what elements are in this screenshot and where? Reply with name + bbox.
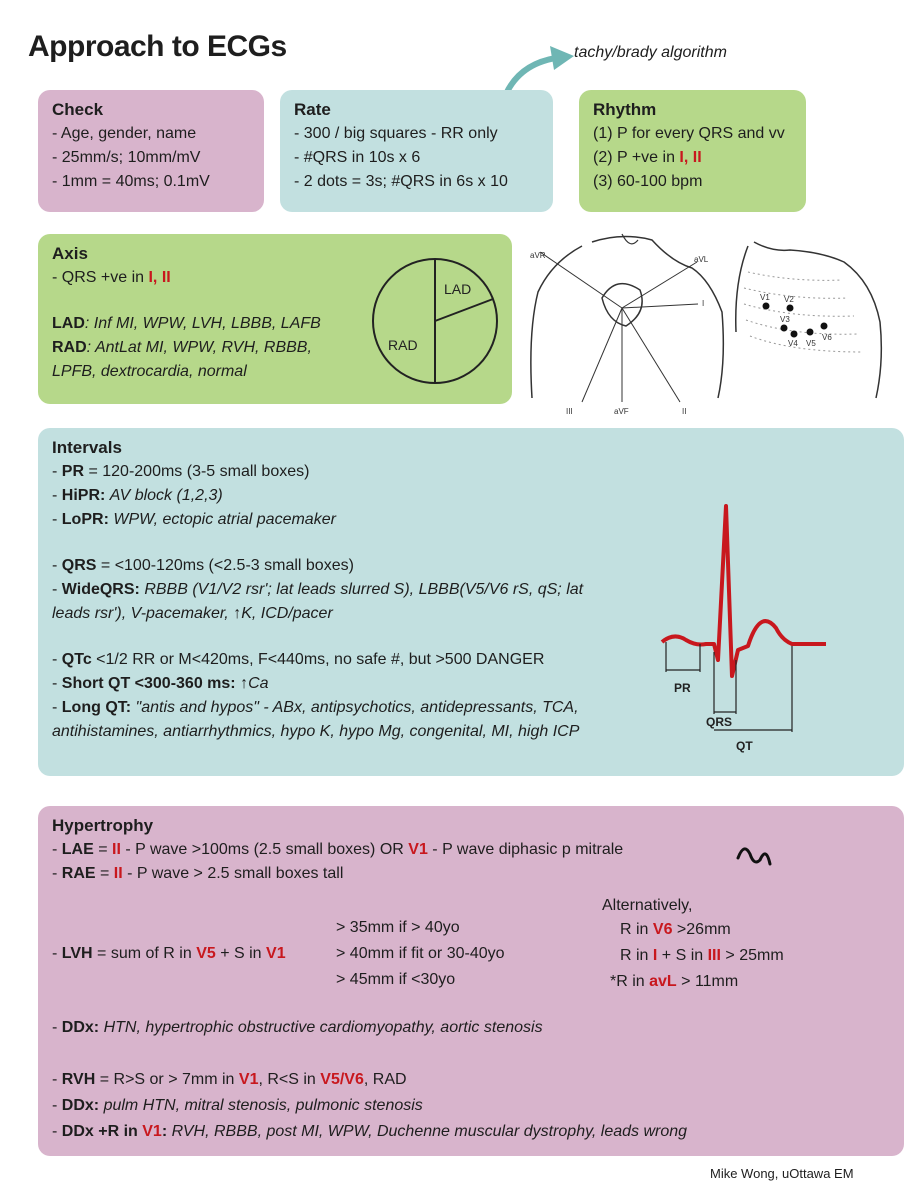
- long-qt-line: - Long QT: "antis and hypos" - ABx, antipsychotics, antidepressants, TCA,: [52, 699, 579, 716]
- ecg-qt-label: QT: [736, 739, 753, 753]
- rhythm-line: (1) P for every QRS and vv: [593, 125, 785, 142]
- pr-text: = 120-200ms (3-5 small boxes): [84, 463, 310, 480]
- rhythm-heading: Rhythm: [593, 100, 657, 119]
- lopr-line: - LoPR: WPW, ectopic atrial pacemaker: [52, 511, 336, 528]
- lead-v2-label: V2: [784, 295, 794, 304]
- alt-text: R in: [620, 921, 653, 938]
- ddx1-text: HTN, hypertrophic obstructive cardiomyopathy, aortic stenosis: [103, 1019, 543, 1036]
- rhythm-line: (3) 60-100 bpm: [593, 173, 703, 190]
- lead-label: V5: [196, 945, 216, 962]
- circle-rad-label: RAD: [388, 337, 418, 353]
- lvh-label: LVH: [61, 945, 93, 962]
- lead-i-label: I: [702, 299, 705, 308]
- ddx2-line: - DDx: pulm HTN, mitral stenosis, pulmonic stenosis: [52, 1097, 423, 1114]
- lad-label: LAD: [52, 315, 85, 332]
- rad-label: RAD: [52, 339, 87, 356]
- wide-qrs-text: RBBB (V1/V2 rsr'; lat leads slurred S), LBBB(V5/V6 rS, qS; lat: [144, 581, 584, 598]
- lvh-text: = sum of R in: [92, 945, 197, 962]
- circle-lad-label: LAD: [444, 281, 472, 297]
- ecg-leads-diagram: [522, 222, 902, 418]
- alt-text: R in: [620, 947, 653, 964]
- pr-line: - PR = 120-200ms (3-5 small boxes): [52, 463, 310, 480]
- lead-label: avL: [649, 973, 677, 990]
- rad-text: : AntLat MI, WPW, RVH, RBBB,: [86, 339, 312, 356]
- check-line: - 1mm = 40ms; 0.1mV: [52, 173, 210, 190]
- long-qt-text: "antis and hypos" - ABx, antipsychotics, antidepressants, TCA,: [135, 699, 579, 716]
- rvh-text: = R>S or > 7mm in: [95, 1071, 239, 1088]
- page-title: Approach to ECGs: [28, 30, 287, 63]
- rvh-label: RVH: [61, 1071, 96, 1088]
- check-line: - 25mm/s; 10mm/mV: [52, 149, 201, 166]
- lvh-line: [52, 942, 286, 966]
- axis-circle-diagram: [368, 254, 502, 388]
- rate-line: - 2 dots = 3s; #QRS in 6s x 10: [294, 173, 508, 190]
- hipr-text: AV block (1,2,3): [109, 487, 223, 504]
- p-mitrale-wave-icon: [734, 840, 774, 870]
- alt-criterion: [620, 944, 784, 968]
- rvh-line: - RVH = R>S or > 7mm in V1, R<S in V5/V6, RAD: [52, 1071, 407, 1088]
- lead-label: V1: [408, 841, 428, 858]
- ddx2-text: pulm HTN, mitral stenosis, pulmonic stenosis: [103, 1097, 423, 1114]
- alt-criterion: [620, 918, 731, 942]
- long-qt-line: antihistamines, antiarrhythmics, hypo K, hypo Mg, congenital, MI, high ICP: [52, 723, 580, 740]
- lvh-text: -: [52, 945, 62, 962]
- lead-label: III: [707, 947, 721, 964]
- qrs-text: = <100-120ms (<2.5-3 small boxes): [96, 557, 354, 574]
- rae-label: RAE: [61, 865, 96, 882]
- lead-v6-label: V6: [822, 333, 832, 342]
- lead-iii-label: III: [566, 407, 573, 416]
- rvh-text: , R<S in: [258, 1071, 321, 1088]
- ddx1-label: DDx: [61, 1019, 94, 1036]
- hipr-line: - HiPR: AV block (1,2,3): [52, 487, 223, 504]
- lead-ii-label: II: [682, 407, 687, 416]
- hypertrophy-heading: Hypertrophy: [52, 816, 154, 835]
- check-line: - Age, gender, name: [52, 125, 197, 142]
- lvh-text: + S in: [215, 945, 267, 962]
- lead-label: V1: [266, 945, 286, 962]
- lead-v3-label: V3: [780, 315, 790, 324]
- axis-heading: Axis: [52, 244, 88, 263]
- rae-line: - RAE = II - P wave > 2.5 small boxes tall: [52, 865, 344, 882]
- rhythm-text: (2) P +ve in: [593, 149, 680, 166]
- lopr-label: LoPR: [61, 511, 104, 528]
- lead-label: II: [113, 865, 123, 882]
- lead-label: V1: [142, 1123, 162, 1140]
- rate-panel: [280, 90, 553, 212]
- lead-label: V6: [652, 921, 673, 938]
- ddx3-label: DDx +R in: [61, 1123, 143, 1140]
- lae-text: - P wave diphasic p mitrale: [427, 841, 624, 858]
- ddx3-text: RVH, RBBB, post MI, WPW, Duchenne muscular dystrophy, leads wrong: [171, 1123, 688, 1140]
- rae-text: - P wave > 2.5 small boxes tall: [122, 865, 344, 882]
- axis-rad-line: LPFB, dextrocardia, normal: [52, 363, 247, 380]
- alt-text: + S in: [657, 947, 708, 964]
- lvh-criterion: > 45mm if <30yo: [336, 971, 456, 988]
- ddx1-line: - DDx: HTN, hypertrophic obstructive cardiomyopathy, aortic stenosis: [52, 1019, 543, 1036]
- rvh-text: , RAD: [363, 1071, 407, 1088]
- lopr-text: WPW, ectopic atrial pacemaker: [113, 511, 336, 528]
- alt-text: > 25mm: [720, 947, 784, 964]
- lead-label: I: [652, 947, 658, 964]
- lead-avl-label: aVL: [694, 255, 709, 264]
- long-qt-label: Long QT: [61, 699, 126, 716]
- lead-v5-label: V5: [806, 339, 816, 348]
- ecg-qrs-label: QRS: [706, 715, 733, 729]
- lead-label: II: [112, 841, 121, 858]
- qtc-label: QTc: [61, 651, 92, 668]
- qrs-line: - QRS = <100-120ms (<2.5-3 small boxes): [52, 557, 354, 574]
- axis-text: - QRS +ve in: [52, 269, 149, 286]
- lead-v4-label: V4: [788, 339, 798, 348]
- short-qt-text: ↑Ca: [240, 675, 269, 692]
- lvh-criterion: > 35mm if > 40yo: [336, 919, 460, 936]
- author-credit: Mike Wong, uOttawa EM: [710, 1166, 854, 1181]
- alt-criterion: [610, 970, 738, 994]
- hipr-label: HiPR: [61, 487, 101, 504]
- tachy-brady-link[interactable]: tachy/brady algorithm: [574, 44, 727, 61]
- check-heading: Check: [52, 100, 104, 119]
- qrs-label: QRS: [61, 557, 97, 574]
- rae-text: =: [95, 865, 114, 882]
- qtc-text: <1/2 RR or M<420ms, F<440ms, no safe #, but >500 DANGER: [91, 651, 545, 668]
- wide-qrs-label: WideQRS: [61, 581, 135, 598]
- lae-text: - P wave >100ms (2.5 small boxes) OR: [120, 841, 409, 858]
- wide-qrs-line: - WideQRS: RBBB (V1/V2 rsr'; lat leads slurred S), LBBB(V5/V6 rS, qS; lat: [52, 581, 584, 598]
- lad-text: : Inf MI, WPW, LVH, LBBB, LAFB: [84, 315, 321, 332]
- lead-avr-label: aVR: [530, 251, 546, 260]
- ddx3-line: - DDx +R in V1: RVH, RBBB, post MI, WPW, Duchenne muscular dystrophy, leads wrong: [52, 1123, 688, 1140]
- lead-label: I, II: [679, 149, 702, 166]
- pr-label: PR: [61, 463, 85, 480]
- lead-v1-label: V1: [760, 293, 770, 302]
- lead-label: I, II: [148, 269, 171, 286]
- lae-line: - LAE = II - P wave >100ms (2.5 small boxes) OR V1 - P wave diphasic p mitrale: [52, 841, 624, 858]
- rhythm-panel: [579, 90, 806, 212]
- rate-line: - #QRS in 10s x 6: [294, 149, 421, 166]
- rate-line: - 300 / big squares - RR only: [294, 125, 498, 142]
- ecg-complex-diagram: [652, 500, 902, 770]
- rhythm-line: [593, 146, 792, 170]
- wide-qrs-line: leads rsr'), V-pacemaker, ↑K, ICD/pacer: [52, 605, 333, 622]
- axis-panel: [38, 234, 512, 404]
- ddx2-label: DDx:: [61, 1097, 100, 1114]
- alt-heading: Alternatively,: [602, 897, 693, 914]
- lead-label: V5/V6: [320, 1071, 364, 1088]
- lead-avf-label: aVF: [614, 407, 629, 416]
- lvh-criterion: > 40mm if fit or 30-40yo: [336, 945, 505, 962]
- qtc-line: - QTc <1/2 RR or M<420ms, F<440ms, no safe #, but >500 DANGER: [52, 651, 545, 668]
- hypertrophy-panel: [38, 806, 904, 1156]
- lead-label: V1: [238, 1071, 259, 1088]
- alt-text: >26mm: [672, 921, 731, 938]
- alt-text: > 11mm: [676, 973, 739, 990]
- rate-heading: Rate: [294, 100, 331, 119]
- check-panel: [38, 90, 264, 212]
- short-qt-line: - Short QT <300-360 ms: ↑Ca: [52, 675, 269, 692]
- alt-text: *R in: [610, 973, 650, 990]
- intervals-heading: Intervals: [52, 438, 122, 457]
- ecg-pr-label: PR: [674, 681, 691, 695]
- lae-text: =: [93, 841, 113, 858]
- short-qt-label: Short QT <300-360 ms: [61, 675, 231, 692]
- lae-label: LAE: [61, 841, 94, 858]
